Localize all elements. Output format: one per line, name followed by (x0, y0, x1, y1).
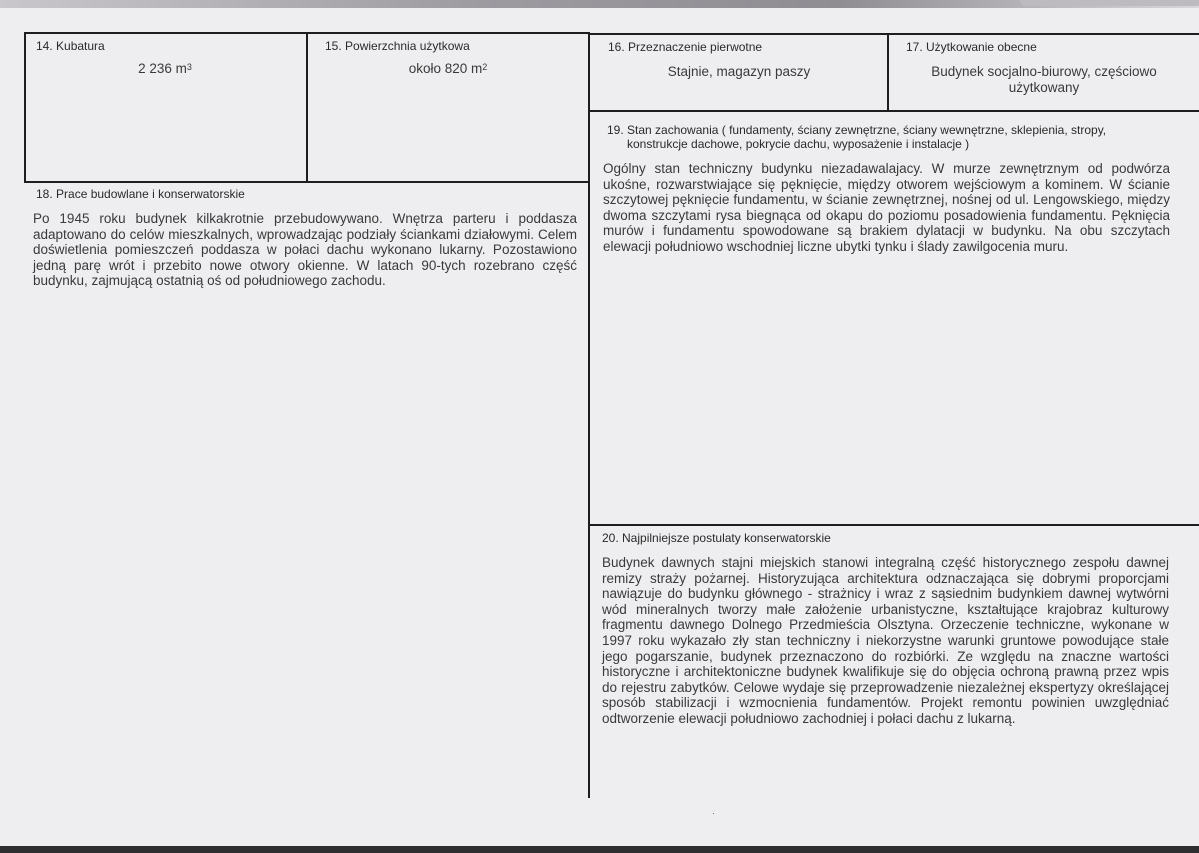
scan-edge-mark (1020, 0, 1199, 6)
postulaty-text: Budynek dawnych stajni miejskich stanowi integralną część historycznego zespołu dawnej remizy straży pożarnej. Historyzująca architektura odznaczająca się dobrymi proporcjami nawiązuje do budynku głównego - strażnicy i wraz z sąsiednim budynkiem dawnej wytwórni wód mineralnych tworzy małe założenie urbanistyczne, kształtujące krajobraz kulturowy fragmentu dawnego Dolnego Przedmieścia Olsztyna. Orzeczenie techniczne, wykonane w 1997 roku wykazało zły stan techniczny i niekorzystne warunki gruntowe powodujące stałe jego pogarszanie, budynek przeznaczono do rozbiórki. Ze względu na znaczne wartości historyczne i architektoniczne budynek kwalifikuje się do objęcia ochroną prawną przez wpis do rejestru zabytków. Celowe wydaje się przeprowadzenie niezależnej ekspertyzy określającej sposób stabilizacji i wzmocnienia fundamentów. Projekt remontu powinien uwzględniać odtworzenie elewacji południowo zachodniej i połaci dachu z lukarną. (602, 555, 1169, 726)
kubatura-label: 14. Kubatura (36, 39, 105, 53)
rule-16-17-bottom (590, 110, 1199, 112)
uzytkowanie-label: 17. Użytkowanie obecne (906, 40, 1037, 54)
kubatura-value: 2 236 $m^3$ (138, 61, 192, 76)
przeznaczenie-value: Stajnie, magazyn paszy (667, 64, 811, 79)
stan-label-line-1: 19. Stan zachowania ( fundamenty, ściany zewnętrzne, ściany wewnętrzne, sklepienia, stropy, (607, 123, 1107, 137)
uzytkowanie-line-1: Budynek socjalno-biurowy, częściowo (931, 64, 1157, 79)
rule-16-17-divider (887, 33, 889, 111)
powierzchnia-label: 15. Powierzchnia użytkowa (325, 39, 470, 53)
uzytkowanie-line-2: użytkowany (1008, 80, 1080, 95)
stan-label-line-2: konstrukcje dachowe, pokrycie dachu, wyposażenie i instalacje ) (627, 137, 970, 151)
rule-19-bottom (588, 524, 1199, 526)
scan-bottom-edge (0, 846, 1199, 853)
prace-label: 18. Prace budowlane i konserwatorskie (36, 187, 245, 201)
stan-text: Ogólny stan techniczny budynku niezadawalajacy. W murze zewnętrznym od podwórza ukośne, rozwarstwiające się pęknięcie, między otworem wejściowym a kominem. W ścianie szczytowej pęknięcie fundamentu, w ścianie zewnętrznej, nośnej od ul. Lengowskiego, między dwoma szczytami rysa biegnąca od okapu do poziomu posadowienia fundamentu. Pęknięcia murów i fundamentu spowodowane są brakiem dylatacji w budynku. Na obu szczytach elewacji południowo wschodniej liczne ubytki tynku i ślady zawilgocenia muru. (603, 161, 1170, 254)
postulaty-label: 20. Najpilniejsze postulaty konserwatorskie (602, 531, 831, 545)
scan-speck: · (712, 808, 715, 818)
powierzchnia-value: około 820 $m^2$ (408, 61, 488, 76)
prace-text: Po 1945 roku budynek kilkakrotnie przebudowywano. Wnętrza parteru i poddasza adaptowano do celów mieszkalnych, wprowadzając podziały ściankami działowymi. Celem doświetlenia pomieszczeń poddasza w połaci dachu wykonano lukarny. Pozostawiono jedną parę wrót i przebito nowe otwory okienne. W latach 90-tych rozebrano część budynku, zajmującą ostatnią oś od południowego zachodu. (33, 211, 577, 289)
rule-14-15-divider (306, 32, 308, 182)
uzytkowanie-value (892, 64, 1196, 96)
rule-top-right (590, 33, 1199, 35)
stan-label (607, 123, 1106, 151)
przeznaczenie-label: 16. Przeznaczenie pierwotne (608, 40, 763, 54)
rule-left-edge (24, 32, 26, 182)
rule-center-divider (588, 32, 590, 798)
